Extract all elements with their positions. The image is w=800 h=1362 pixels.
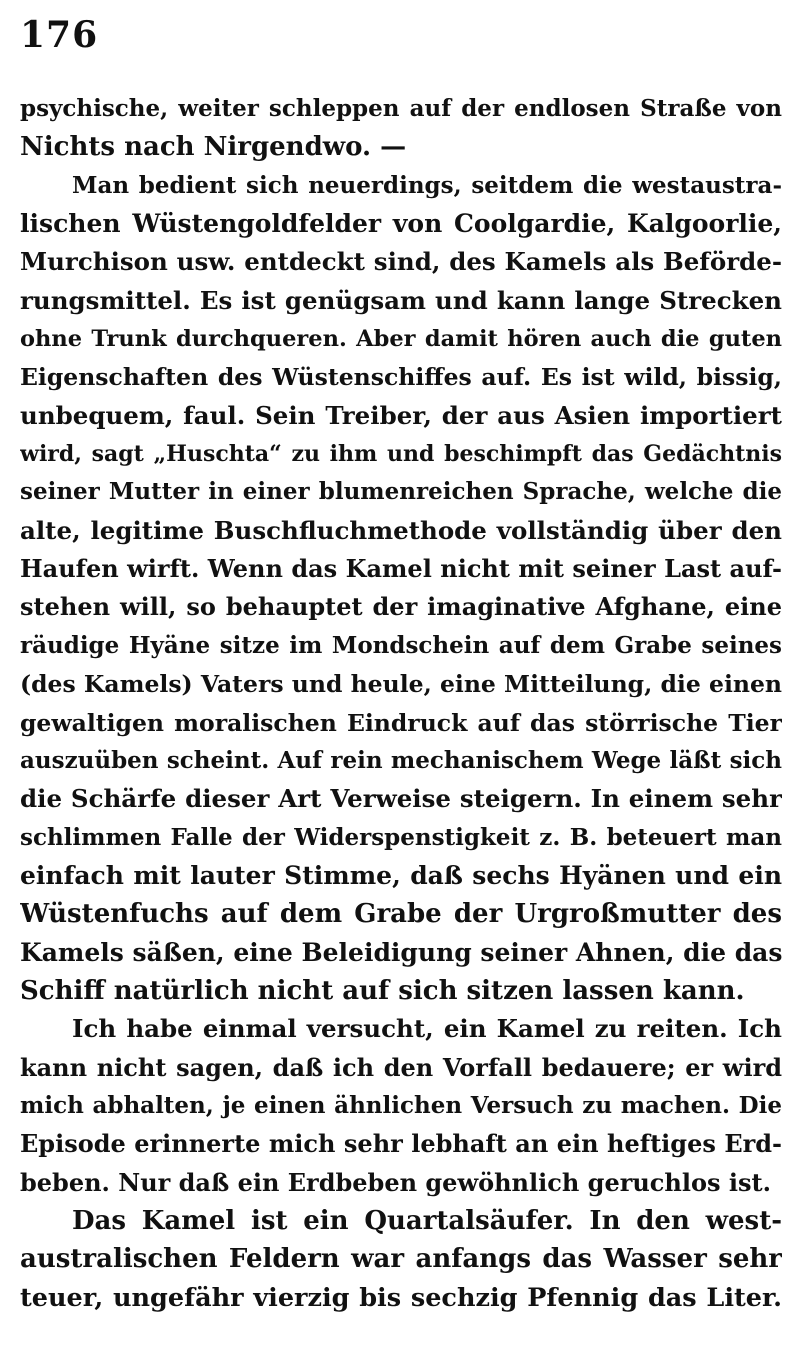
text-line: schlimmen Falle der Widerspenstigkeit z. B. beteuert man bbox=[20, 823, 782, 851]
text-line: stehen will, so behauptet der imaginative Afghane, eine bbox=[20, 592, 782, 622]
text-line: unbequem, faul. Sein Treiber, der aus Asien importiert bbox=[20, 400, 782, 430]
text-line: lischen Wüstengoldfelder von Coolgardie, Kalgoorlie, bbox=[20, 209, 782, 239]
text-line: die Schärfe dieser Art Verweise steigern. In einem sehr bbox=[20, 784, 782, 814]
text-line: ohne Trunk durchqueren. Aber damit hören auch die guten bbox=[20, 326, 782, 353]
text-line: beben. Nur daß ein Erdbeben gewöhnlich geruchlos ist. bbox=[20, 1167, 771, 1197]
text-line: (des Kamels) Vaters und heule, eine Mitteilung, die einen bbox=[20, 670, 782, 699]
text-line: rungsmittel. Es ist genügsam und kann lange Strecken bbox=[20, 285, 782, 315]
text-line: Murchison usw. entdeckt sind, des Kamels als Beförde- bbox=[20, 247, 782, 277]
text-line: Eigenschaften des Wüstenschiffes auf. Es ist wild, bissig, bbox=[20, 363, 782, 392]
text-line: mich abhalten, je einen ähnlichen Versuch zu machen. Die bbox=[20, 1091, 782, 1119]
text-line: Episode erinnerte mich sehr lebhaft an ein heftiges Erd- bbox=[20, 1129, 782, 1159]
text-line: Kamels säßen, eine Beleidigung seiner Ahnen, die das bbox=[20, 937, 782, 967]
text-line: Man bedient sich neuerdings, seitdem die westaustra- bbox=[72, 171, 782, 199]
text-line: gewaltigen moralischen Eindruck auf das störrische Tier bbox=[20, 708, 782, 737]
text-line: psychische, weiter schleppen auf der endlosen Straße von bbox=[20, 95, 782, 122]
text-line: wird, sagt „Huschta“ zu ihm und beschimpft das Gedächtnis bbox=[20, 441, 782, 468]
text-line: kann nicht sagen, daß ich den Vorfall bedauere; er wird bbox=[20, 1052, 782, 1082]
text-line: Schiff natürlich nicht auf sich sitzen lassen kann. bbox=[20, 975, 745, 1006]
text-line: Wüstenfuchs auf dem Grabe der Urgroßmutter des bbox=[20, 899, 782, 930]
text-line: Haufen wirft. Wenn das Kamel nicht mit seiner Last auf- bbox=[20, 554, 782, 584]
text-line: australischen Feldern war anfangs das Wasser sehr bbox=[20, 1244, 782, 1275]
text-line: Das Kamel ist ein Quartalsäufer. In den west- bbox=[72, 1205, 782, 1236]
text-line: teuer, ungefähr vierzig bis sechzig Pfennig das Liter. bbox=[20, 1282, 782, 1313]
page-number: 176 bbox=[20, 14, 99, 56]
text-line: alte, legitime Buschfluchmethode vollständig über den bbox=[20, 515, 782, 545]
text-line: einfach mit lauter Stimme, daß sechs Hyänen und ein bbox=[20, 860, 782, 890]
text-line: auszuüben scheint. Auf rein mechanischem Wege läßt sich bbox=[20, 746, 782, 774]
text-line: seiner Mutter in einer blumenreichen Sprache, welche die bbox=[20, 478, 782, 506]
text-line: räudige Hyäne sitze im Mondschein auf dem Grabe seines bbox=[20, 631, 782, 659]
text-line: Nichts nach Nirgendwo. — bbox=[20, 132, 407, 163]
text-line: Ich habe einmal versucht, ein Kamel zu reiten. Ich bbox=[72, 1014, 782, 1044]
body-text bbox=[20, 90, 782, 1317]
